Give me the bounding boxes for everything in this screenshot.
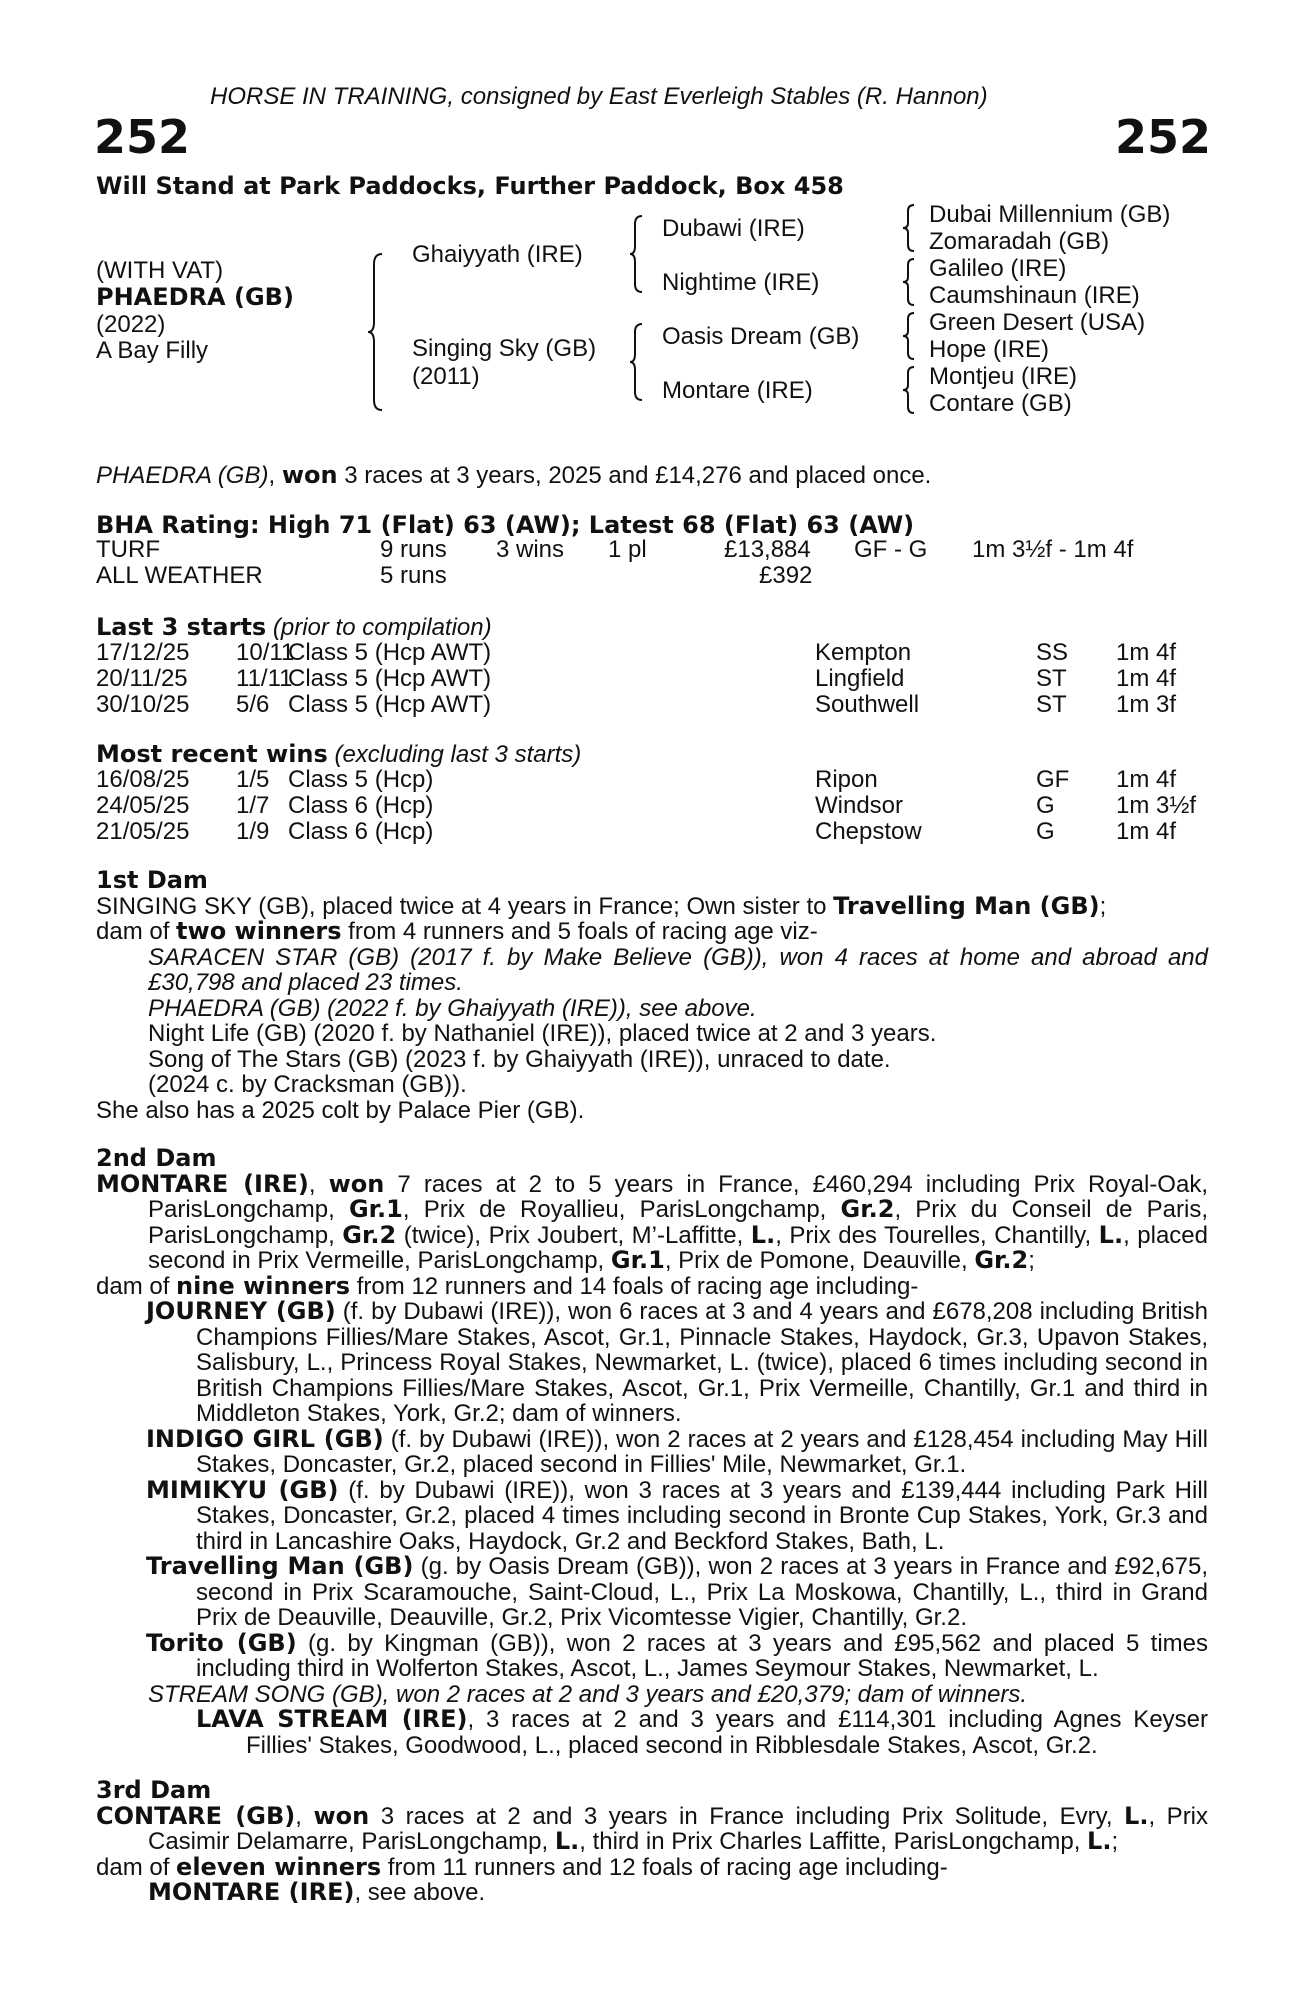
pedigree-sire-sire: Dubawi (IRE) bbox=[662, 215, 805, 242]
first-dam-heading: 1st Dam bbox=[96, 866, 208, 894]
pedigree-brace-sire bbox=[630, 214, 646, 294]
second-dam-produce-summary bbox=[96, 1271, 1208, 1300]
pedigree-g1: Dubai Millennium (GB) bbox=[929, 201, 1171, 228]
recent-win-row bbox=[96, 767, 1208, 793]
start-going: ST bbox=[1036, 665, 1067, 692]
first-dam-winners: two winners bbox=[176, 917, 342, 945]
pedigree-dam-sire: Oasis Dream (GB) bbox=[662, 323, 860, 350]
win-date: 16/08/25 bbox=[96, 766, 190, 793]
win-class: Class 6 (Hcp) bbox=[288, 818, 434, 845]
progeny-torito bbox=[96, 1628, 1209, 1682]
record-text: , Prix de Royallieu, ParisLongchamp, bbox=[402, 1196, 841, 1223]
third-dam-produce-summary bbox=[96, 1852, 1208, 1881]
record-text: , Prix des Tourelles, Chantilly, bbox=[775, 1221, 1099, 1249]
turf-earnings: £13,884 bbox=[724, 536, 811, 563]
progeny-name: JOURNEY (GB) bbox=[146, 1297, 336, 1325]
start-course: Kempton bbox=[815, 639, 912, 666]
aw-earnings: £392 bbox=[759, 562, 813, 589]
horse-description: A Bay Filly bbox=[96, 337, 209, 364]
second-dam-record: MONTARE (IRE), won 7 races at 2 to 5 years in France, £460,294 including Prix Royal-Oak, ParisLongchamp, Gr.1, Prix de Royallieu, ParisLongchamp, Gr.2, Prix du Conseil de Paris, ParisLongchamp, Gr.2 (twice), Prix Joubert, M’-Laffitte, L., Prix des Tourelles, Chantilly, L., placed second in Prix Vermeille, ParisLongchamp, Gr.1, Prix de Pomone, Deauville, Gr.2; bbox=[96, 1169, 1208, 1274]
progeny-text: , 3 races at 2 and 3 years and £114,301 including Agnes Keyser Fillies' Stakes, Goodwood, L., placed second in Ribblesdale Stakes, Ascot, Gr.2. bbox=[246, 1706, 1209, 1759]
start-date: 20/11/25 bbox=[96, 665, 188, 692]
first-dam-line1 bbox=[96, 891, 1208, 920]
win-class: Class 5 (Hcp) bbox=[288, 766, 434, 793]
last-start-row bbox=[96, 692, 1208, 718]
pedigree-dam: Singing Sky (GB) bbox=[412, 335, 597, 362]
consignor-line: HORSE IN TRAINING, consigned by East Everleigh Stables (R. Hannon) bbox=[210, 83, 988, 110]
second-dam-heading: 2nd Dam bbox=[96, 1144, 217, 1172]
start-position: 11/11 bbox=[236, 665, 293, 692]
rating-turf-row bbox=[96, 537, 1208, 563]
progeny-stream-song: STREAM SONG (GB), won 2 races at 2 and 3 years and £20,379; dam of winners. bbox=[148, 1680, 1028, 1708]
grade-label: Gr.2 bbox=[840, 1195, 895, 1223]
recent-wins-heading bbox=[96, 741, 581, 768]
progeny-travelling-man bbox=[96, 1554, 1208, 1631]
listed-label: L. bbox=[750, 1220, 776, 1249]
location-line: Will Stand at Park Paddocks, Further Paddock, Box 458 bbox=[96, 172, 844, 200]
start-going: ST bbox=[1036, 691, 1067, 718]
summary-won: won bbox=[281, 461, 338, 489]
grade-label: Gr.1 bbox=[610, 1246, 665, 1274]
summary-text: 3 races at 3 years, 2025 and £14,276 and placed once. bbox=[337, 462, 932, 489]
start-course: Lingfield bbox=[815, 665, 905, 692]
pedigree-dam-dam: Montare (IRE) bbox=[662, 377, 813, 404]
start-distance: 1m 4f bbox=[1116, 665, 1177, 692]
last-start-row bbox=[96, 640, 1208, 666]
record-text: , third in Prix Charles Laffitte, ParisLongchamp, bbox=[579, 1828, 1088, 1855]
pedigree-sire-dam: Nightime (IRE) bbox=[662, 269, 820, 296]
listed-label: L. bbox=[1087, 1827, 1112, 1855]
record-text: , Prix du Conseil de Paris, ParisLongchamp, bbox=[148, 1196, 1208, 1249]
pedigree-g5: Green Desert (USA) bbox=[929, 309, 1146, 336]
pedigree-g6: Hope (IRE) bbox=[929, 336, 1050, 363]
win-going: GF bbox=[1036, 766, 1070, 793]
start-going: SS bbox=[1036, 639, 1069, 666]
last-start-row bbox=[96, 666, 1208, 692]
win-position: 1/7 bbox=[236, 792, 270, 819]
progeny-text: , see above. bbox=[354, 1879, 486, 1906]
turf-distance: 1m 3½f - 1m 4f bbox=[972, 536, 1134, 563]
turf-wins: 3 wins bbox=[496, 536, 565, 563]
horse-name: PHAEDRA (GB) bbox=[96, 283, 294, 311]
grade-label: Gr.2 bbox=[342, 1220, 397, 1249]
progeny-name: LAVA STREAM (IRE) bbox=[196, 1705, 468, 1733]
last-starts-title: Last 3 starts bbox=[96, 613, 267, 641]
win-distance: 1m 4f bbox=[1116, 766, 1177, 793]
start-position: 5/6 bbox=[236, 691, 270, 718]
third-dam-won: won bbox=[313, 1801, 370, 1830]
pedigree-brace-g12 bbox=[903, 203, 917, 253]
start-class: Class 5 (Hcp AWT) bbox=[288, 639, 492, 666]
third-dam-name: CONTARE (GB) bbox=[96, 1801, 296, 1830]
grade-label: Gr.2 bbox=[974, 1246, 1029, 1274]
start-date: 17/12/25 bbox=[96, 639, 190, 666]
pedigree-brace-g56 bbox=[903, 311, 917, 361]
progeny-song-of-the-stars: Song of The Stars (GB) (2023 f. by Ghaiyyath (IRE)), unraced to date. bbox=[148, 1045, 891, 1073]
start-position: 10/11 bbox=[236, 639, 295, 666]
progeny-2025-colt: She also has a 2025 colt by Palace Pier (GB). bbox=[96, 1096, 585, 1124]
record-text: from 11 runners and 12 foals of racing age including- bbox=[381, 1853, 948, 1881]
progeny-name: Torito (GB) bbox=[146, 1628, 297, 1657]
last-starts-heading bbox=[96, 614, 492, 641]
start-course: Southwell bbox=[815, 691, 920, 718]
record-text: (twice), Prix Joubert, M’-Laffitte, bbox=[396, 1221, 751, 1249]
horse-year: (2022) bbox=[96, 311, 166, 338]
record-text: , Prix Casimir Delamarre, ParisLongchamp, bbox=[148, 1802, 1209, 1855]
progeny-montare bbox=[96, 1880, 1208, 1906]
progeny-text: (f. by Dubawi (IRE)), won 3 races at 3 years and £139,444 including Park Hill Stakes, Doncaster, Gr.2, placed 4 times including second in Bronte Cup Stakes, York, Gr.3 and third in Lancashire Oaks, Haydock, Gr.2 and Beckford Stakes, Bath, L. bbox=[196, 1476, 1209, 1555]
progeny-name: MIMIKYU (GB) bbox=[146, 1475, 339, 1504]
progeny-journey bbox=[96, 1299, 1208, 1427]
win-going: G bbox=[1036, 792, 1055, 819]
first-dam-text: from 4 runners and 5 foals of racing age viz- bbox=[341, 918, 818, 945]
progeny-text: (f. by Dubawi (IRE)), won 2 races at 2 years and £128,454 including May Hill Stakes, Doncaster, Gr.2, placed second in Fillies' Mile, Newmarket, Gr.1. bbox=[196, 1425, 1209, 1478]
aw-label: ALL WEATHER bbox=[96, 562, 263, 589]
progeny-phaedra: PHAEDRA (GB) (2022 f. by Ghaiyyath (IRE)), see above. bbox=[148, 994, 757, 1022]
pedigree-brace-dam bbox=[630, 322, 646, 402]
turf-runs: 9 runs bbox=[380, 536, 447, 563]
win-distance: 1m 3½f bbox=[1116, 792, 1197, 819]
win-distance: 1m 4f bbox=[1116, 818, 1177, 845]
progeny-indigo-girl bbox=[96, 1424, 1209, 1478]
start-class: Class 5 (Hcp AWT) bbox=[288, 665, 492, 692]
progeny-text: (g. by Kingman (GB)), won 2 races at 3 years and £95,562 and placed 5 times including third in Wolferton Stakes, Ascot, L., James Seymour Stakes, Newmarket, L. bbox=[196, 1629, 1209, 1682]
win-course: Windsor bbox=[815, 792, 904, 819]
progeny-text: (f. by Dubawi (IRE)), won 6 races at 3 and 4 years and £678,208 including British Champions Fillies/Mare Stakes, Ascot, Gr.1, Pinnacle Stakes, Haydock, Gr.3, Upavon Stakes, Salisbury, L., Princess Royal Stakes, Newmarket, L. (twice), placed 6 times including second in British Champions Fillies/Mare Stakes, Ascot, Gr.1, Prix Vermeille, Chantilly, Gr.1 and third in Middleton Stakes, York, Gr.2; dam of winners. bbox=[196, 1298, 1208, 1427]
pedigree-dam-year: (2011) bbox=[412, 363, 480, 390]
recent-win-row bbox=[96, 819, 1208, 845]
win-course: Chepstow bbox=[815, 818, 922, 845]
progeny-name: MONTARE (IRE) bbox=[148, 1878, 355, 1906]
pedigree-g4: Caumshinaun (IRE) bbox=[929, 282, 1140, 309]
start-distance: 1m 4f bbox=[1116, 639, 1177, 666]
second-dam-winners: nine winners bbox=[176, 1271, 351, 1300]
progeny-name: Travelling Man (GB) bbox=[146, 1552, 414, 1580]
record-text: dam of bbox=[96, 1272, 177, 1300]
first-dam-sibling: Travelling Man (GB) bbox=[833, 891, 1100, 920]
summary-horse-name: PHAEDRA (GB) bbox=[96, 462, 269, 489]
record-text: , Prix de Pomone, Deauville, bbox=[664, 1247, 975, 1274]
record-text: dam of bbox=[96, 1853, 177, 1881]
pedigree-g7: Montjeu (IRE) bbox=[929, 363, 1078, 390]
win-going: G bbox=[1036, 818, 1055, 845]
record-text: ; bbox=[1028, 1247, 1035, 1274]
pedigree-sire: Ghaiyyath (IRE) bbox=[412, 241, 583, 268]
pedigree-g3: Galileo (IRE) bbox=[929, 255, 1067, 282]
progeny-name: INDIGO GIRL (GB) bbox=[146, 1424, 384, 1453]
lot-number-left: 252 bbox=[94, 110, 191, 164]
turf-label: TURF bbox=[96, 536, 160, 563]
pedigree-brace-g78 bbox=[903, 365, 917, 415]
grade-label: Gr.1 bbox=[348, 1195, 403, 1223]
rating-aw-row bbox=[96, 563, 1208, 589]
pedigree-brace-main bbox=[368, 252, 388, 412]
pedigree-brace-g34 bbox=[903, 257, 917, 307]
win-date: 24/05/25 bbox=[96, 792, 190, 819]
grandprogeny-lava-stream bbox=[96, 1707, 1208, 1758]
progeny-text: SARACEN STAR (GB) (2017 f. by Make Believe (GB)), won 4 races at home and abroad and £30,798 and placed 23 times. bbox=[148, 943, 1208, 996]
record-text: 7 races at 2 to 5 years in France, £460,294 including Prix Royal-Oak, ParisLongchamp, bbox=[148, 1170, 1208, 1223]
turf-going: GF - G bbox=[854, 536, 928, 563]
record-text: ; bbox=[1111, 1828, 1119, 1855]
record-text: 3 races at 2 and 3 years in France including Prix Solitude, Evry, bbox=[369, 1802, 1125, 1830]
progeny-mimikyu bbox=[96, 1475, 1209, 1555]
aw-runs: 5 runs bbox=[380, 562, 447, 589]
first-dam-section bbox=[96, 868, 1208, 1123]
pedigree-g2: Zomaradah (GB) bbox=[929, 228, 1110, 255]
progeny-saracen-star bbox=[96, 945, 1208, 996]
turf-placed: 1 pl bbox=[608, 536, 647, 563]
win-course: Ripon bbox=[815, 766, 878, 793]
progeny-night-life: Night Life (GB) (2020 f. by Nathaniel (IRE)), placed twice at 2 and 3 years. bbox=[148, 1020, 937, 1047]
pedigree-g8: Contare (GB) bbox=[929, 390, 1072, 417]
start-class: Class 5 (Hcp AWT) bbox=[288, 691, 492, 718]
bha-rating-heading: BHA Rating: High 71 (Flat) 63 (AW); Latest 68 (Flat) 63 (AW) bbox=[96, 511, 915, 539]
third-dam-section bbox=[96, 1778, 1208, 1906]
start-date: 30/10/25 bbox=[96, 691, 190, 718]
win-date: 21/05/25 bbox=[96, 818, 190, 845]
start-distance: 1m 3f bbox=[1116, 691, 1177, 718]
recent-win-row bbox=[96, 793, 1208, 819]
listed-label: L. bbox=[1098, 1220, 1124, 1249]
first-dam-punct: ; bbox=[1099, 892, 1107, 920]
listed-label: L. bbox=[1124, 1801, 1149, 1830]
progeny-text: (g. by Oasis Dream (GB)), won 2 races at 3 years in France and £92,675, second in Prix Scaramouche, Saint-Cloud, L., Prix La Moskowa, Chantilly, L., third in Grand Prix de Deauville, Deauville, Gr.2, Prix Vicomtesse Vigier, Chantilly, Gr.2. bbox=[196, 1553, 1209, 1631]
record-text: from 12 runners and 14 foals of racing age including- bbox=[350, 1272, 919, 1300]
second-dam-section bbox=[96, 1146, 1208, 1758]
race-summary: PHAEDRA (GB), won 3 races at 3 years, 2025 and £14,276 and placed once. bbox=[96, 461, 932, 489]
first-dam-line2 bbox=[96, 919, 1208, 945]
vat-label: (WITH VAT) bbox=[96, 257, 224, 284]
win-class: Class 6 (Hcp) bbox=[288, 792, 434, 819]
listed-label: L. bbox=[554, 1827, 580, 1855]
second-dam-won: won bbox=[328, 1169, 385, 1198]
recent-wins-title: Most recent wins bbox=[96, 740, 328, 768]
win-position: 1/9 bbox=[236, 818, 270, 845]
third-dam-heading: 3rd Dam bbox=[96, 1776, 212, 1804]
win-position: 1/5 bbox=[236, 766, 270, 793]
second-dam-name: MONTARE (IRE) bbox=[96, 1169, 309, 1198]
first-dam-text: SINGING SKY (GB), placed twice at 4 years in France; Own sister to bbox=[96, 892, 834, 920]
lot-number-right: 252 bbox=[1115, 110, 1212, 164]
record-text: , placed second in Prix Vermeille, ParisLongchamp, bbox=[148, 1221, 1208, 1274]
last-starts-note: (prior to compilation) bbox=[272, 614, 492, 641]
progeny-2024-colt: (2024 c. by Cracksman (GB)). bbox=[148, 1071, 467, 1098]
first-dam-text: dam of bbox=[96, 918, 177, 945]
third-dam-winners: eleven winners bbox=[176, 1852, 382, 1881]
recent-wins-note: (excluding last 3 starts) bbox=[334, 741, 582, 768]
third-dam-record: CONTARE (GB), won 3 races at 2 and 3 years in France including Prix Solitude, Evry, L., Prix Casimir Delamarre, ParisLongchamp, L., third in Prix Charles Laffitte, ParisLongchamp, L.; bbox=[96, 1801, 1209, 1855]
